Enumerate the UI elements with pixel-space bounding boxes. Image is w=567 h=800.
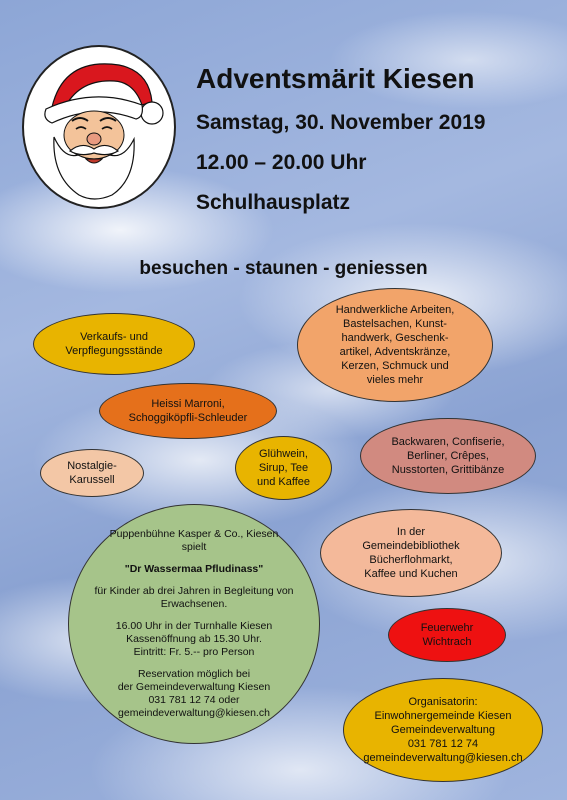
bubble-handwerk-line: Bastelsachen, Kunst- (343, 318, 447, 330)
bubble-marroni-line: Schoggiköpfli-Schleuder (128, 412, 248, 424)
bubble-feuerwehr-line: Wichtrach (422, 636, 472, 648)
bubble-backwaren-line: Nusstorten, Grittibänze (391, 464, 505, 476)
event-title: Adventsmärit Kiesen (196, 63, 475, 94)
kasper-intro-line: spielt (181, 541, 207, 553)
bubble-karussell-line: Karussell (69, 474, 115, 486)
kasper-schedule-line: Kassenöffnung ab 15.30 Uhr. (126, 633, 262, 645)
kasper-reservation-line: gemeindeverwaltung@kiesen.ch (118, 707, 270, 719)
bubble-handwerk-line: handwerk, Geschenk- (341, 332, 449, 344)
bubble-handwerk-line: artikel, Adventskränze, (339, 346, 451, 358)
bubble-bibliothek-line: Bücherflohmarkt, (369, 554, 453, 566)
kasper-intro-line: Puppenbühne Kasper & Co., Kiesen (109, 528, 279, 540)
bubble-organisator-line: Einwohnergemeinde Kiesen (374, 710, 512, 722)
bubble-gluehwein-line: Sirup, Tee (258, 462, 309, 474)
bubble-marroni-line: Heissi Marroni, (151, 398, 225, 410)
bubble-verkauf-line: Verpflegungsstände (65, 345, 163, 357)
kasper-reservation-line: Reservation möglich bei (137, 668, 251, 680)
kasper-schedule-line: Eintritt: Fr. 5.-- pro Person (133, 646, 255, 658)
bubble-bibliothek-line: Kaffee und Kuchen (364, 568, 458, 580)
bubble-bibliothek-line: Gemeindebibliothek (362, 540, 460, 552)
bubble-organisator-line: Gemeindeverwaltung (391, 724, 495, 736)
bubble-organisator-line: 031 781 12 74 (407, 738, 479, 750)
santa-illustration (22, 45, 176, 209)
kasper-audience-line: für Kinder ab drei Jahren in Begleitung von (94, 585, 294, 597)
bubble-feuerwehr (388, 608, 506, 662)
bubble-kasper (68, 504, 320, 744)
event-date: Samstag, 30. November 2019 (196, 111, 486, 134)
bubble-organisator-line: Organisatorin: (408, 696, 478, 708)
bubble-handwerk-line: vieles mehr (366, 374, 424, 386)
bubble-handwerk-line: Handwerkliche Arbeiten, (335, 304, 455, 316)
title-block (196, 62, 556, 216)
bubble-gluehwein-line: und Kaffee (256, 476, 310, 488)
bubble-backwaren-line: Backwaren, Confiserie, (391, 436, 505, 448)
slogan: besuchen - staunen - geniessen (139, 258, 428, 279)
kasper-reservation-line: 031 781 12 74 oder (148, 694, 240, 706)
bubble-gluehwein (235, 436, 332, 500)
bubble-backwaren (360, 418, 536, 494)
kasper-play-title: "Dr Wassermaa Pfludinass" (124, 563, 264, 575)
bubble-karussell (40, 449, 144, 497)
event-time: 12.00 – 20.00 Uhr (196, 151, 367, 174)
bubble-marroni (99, 383, 277, 439)
bubble-bibliothek (320, 509, 502, 597)
kasper-schedule-line: 16.00 Uhr in der Turnhalle Kiesen (115, 620, 273, 632)
santa-icon (24, 47, 174, 207)
bubble-organisator-line: gemeindeverwaltung@kiesen.ch (363, 752, 523, 764)
bubble-handwerk (297, 288, 493, 402)
bubble-organisator (343, 678, 543, 782)
bubble-verkauf (33, 313, 195, 375)
bubble-karussell-line: Nostalgie- (67, 460, 117, 472)
bubble-verkauf-line: Verkaufs- und (80, 331, 148, 343)
event-place: Schulhausplatz (196, 191, 351, 214)
bubble-handwerk-line: Kerzen, Schmuck und (341, 360, 449, 372)
bubble-gluehwein-line: Glühwein, (259, 448, 308, 460)
bubble-feuerwehr-line: Feuerwehr (420, 622, 474, 634)
kasper-audience-line: Erwachsenen. (160, 598, 228, 610)
bubble-bibliothek-line: In der (396, 526, 426, 538)
kasper-reservation-line: der Gemeindeverwaltung Kiesen (117, 681, 271, 693)
bubble-backwaren-line: Berliner, Crêpes, (407, 450, 489, 462)
